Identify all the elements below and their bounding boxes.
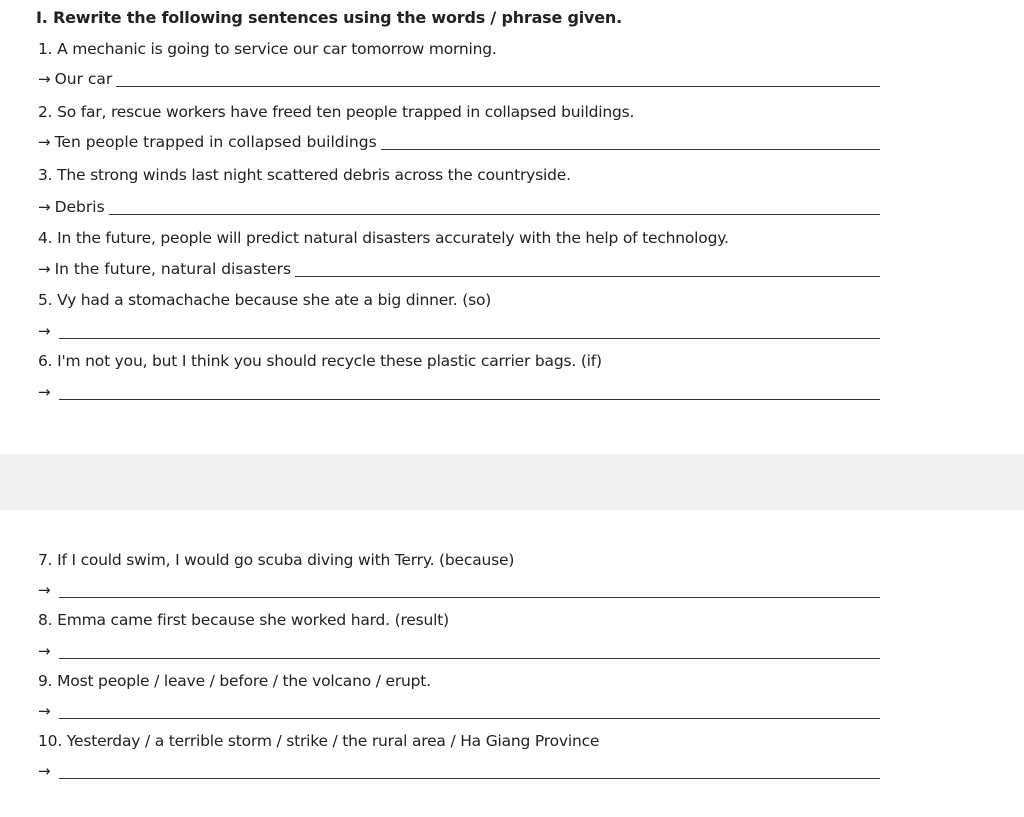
arrow-icon: → xyxy=(38,762,51,780)
answer-blank-4[interactable] xyxy=(295,262,880,277)
answer-line-10 xyxy=(38,762,880,780)
answer-blank-3[interactable] xyxy=(109,200,880,215)
question-2: 2. So far, rescue workers have freed ten people trapped in collapsed buildings. xyxy=(38,103,635,121)
arrow-icon: → xyxy=(38,260,51,278)
answer-blank-5[interactable] xyxy=(59,324,880,339)
answer-line-5 xyxy=(38,322,880,340)
question-4: 4. In the future, people will predict natural disasters accurately with the help of technology. xyxy=(38,229,729,247)
answer-blank-2[interactable] xyxy=(381,135,880,150)
arrow-icon: → xyxy=(38,198,51,216)
answer-line-1 xyxy=(38,70,880,88)
answer-lead-1: Our car xyxy=(54,70,113,88)
answer-lead-3: Debris xyxy=(54,198,105,216)
answer-blank-10[interactable] xyxy=(59,764,880,779)
question-7: 7. If I could swim, I would go scuba diving with Terry. (because) xyxy=(38,551,515,569)
answer-blank-6[interactable] xyxy=(59,385,880,400)
answer-lead-2: Ten people trapped in collapsed buildings xyxy=(54,133,377,151)
arrow-icon: → xyxy=(38,702,51,720)
question-5: 5. Vy had a stomachache because she ate a big dinner. (so) xyxy=(38,291,492,309)
answer-blank-8[interactable] xyxy=(59,644,880,659)
answer-blank-9[interactable] xyxy=(59,704,880,719)
question-8: 8. Emma came first because she worked hard. (result) xyxy=(38,611,449,629)
answer-lead-4: In the future, natural disasters xyxy=(54,260,292,278)
arrow-icon: → xyxy=(38,70,51,88)
question-10: 10. Yesterday / a terrible storm / strike / the rural area / Ha Giang Province xyxy=(38,732,600,750)
answer-line-7 xyxy=(38,581,880,599)
question-3: 3. The strong winds last night scattered debris across the countryside. xyxy=(38,166,571,184)
arrow-icon: → xyxy=(38,581,51,599)
answer-line-4 xyxy=(38,260,880,278)
arrow-icon: → xyxy=(38,642,51,660)
arrow-icon: → xyxy=(38,133,51,151)
arrow-icon: → xyxy=(38,383,51,401)
arrow-icon: → xyxy=(38,322,51,340)
answer-line-8 xyxy=(38,642,880,660)
answer-blank-1[interactable] xyxy=(116,72,880,87)
question-9: 9. Most people / leave / before / the volcano / erupt. xyxy=(38,672,431,690)
question-6: 6. I'm not you, but I think you should recycle these plastic carrier bags. (if) xyxy=(38,352,602,370)
exercise-title: I. Rewrite the following sentences using the words / phrase given. xyxy=(36,8,623,27)
page-break xyxy=(0,454,1024,510)
answer-line-9 xyxy=(38,702,880,720)
answer-line-3 xyxy=(38,198,880,216)
answer-blank-7[interactable] xyxy=(59,583,880,598)
question-1: 1. A mechanic is going to service our car tomorrow morning. xyxy=(38,40,497,58)
answer-line-6 xyxy=(38,383,880,401)
answer-line-2 xyxy=(38,133,880,151)
